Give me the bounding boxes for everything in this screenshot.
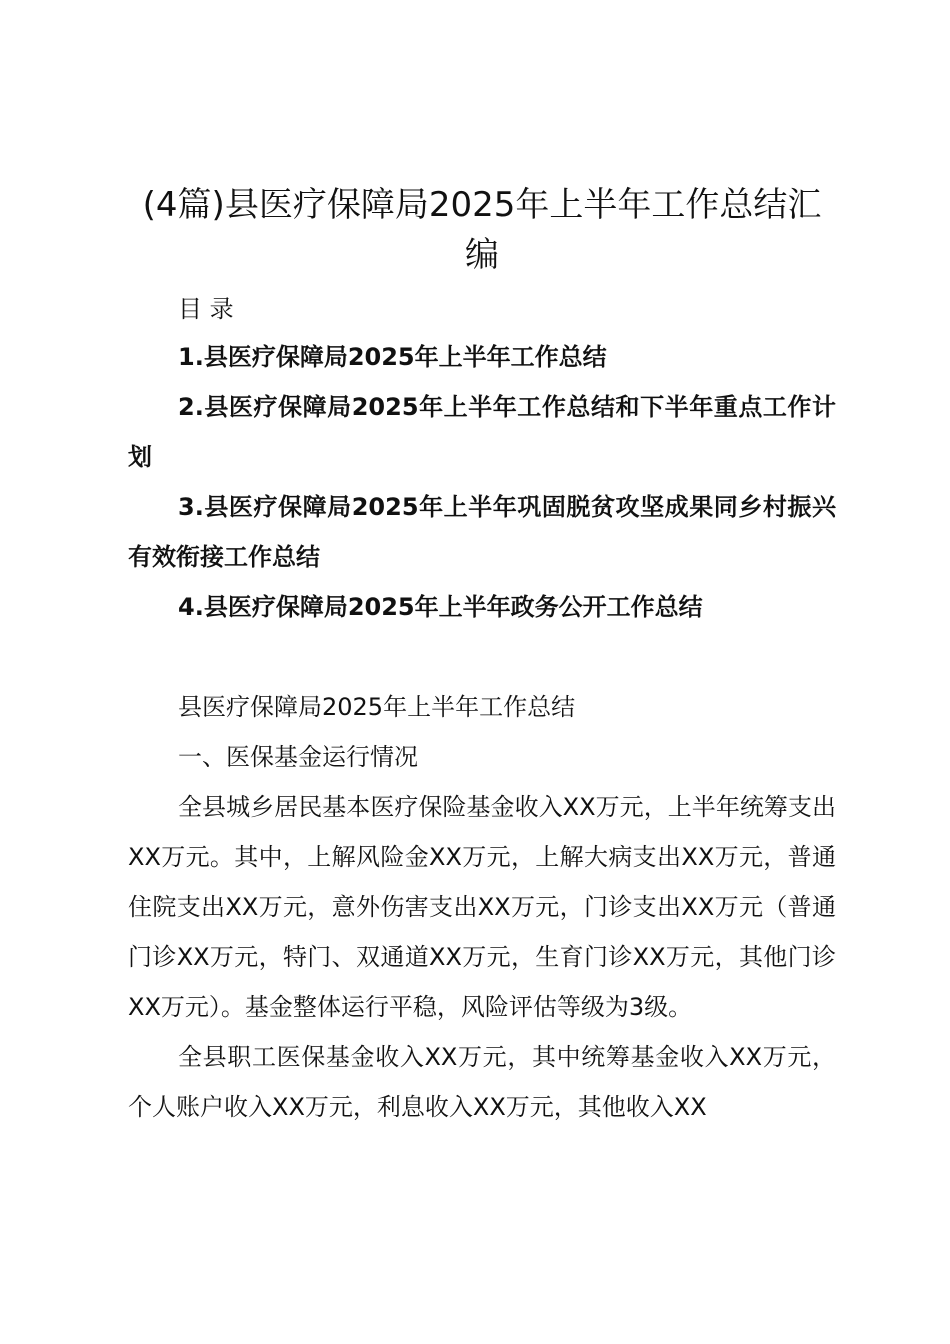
toc-item-3[interactable]: 3.县医疗保障局2025年上半年巩固脱贫攻坚成果同乡村振兴有效衔接工作总结	[128, 493, 836, 571]
subsection-title: 一、医保基金运行情况	[178, 743, 418, 771]
table-of-contents	[128, 332, 836, 632]
document-title: (4篇)县医疗保障局2025年上半年工作总结汇编	[142, 185, 822, 275]
toc-item-1[interactable]: 1.县医疗保障局2025年上半年工作总结	[178, 343, 607, 371]
body-paragraph-1: 全县城乡居民基本医疗保险基金收入XX万元，上半年统筹支出XX万元。其中，上解风险金XX万元，上解大病支出XX万元，普通住院支出XX万元，意外伤害支出XX万元，门诊支出XX万元（普通门诊XX万元，特门、双通道XX万元，生育门诊XX万元，其他门诊XX万元）。基金整体运行平稳，风险评估等级为3级。	[128, 793, 836, 1021]
toc-item-2[interactable]: 2.县医疗保障局2025年上半年工作总结和下半年重点工作计划	[128, 393, 836, 471]
toc-heading: 目 录	[178, 295, 234, 323]
document-content	[128, 180, 836, 1132]
section-title: 县医疗保障局2025年上半年工作总结	[178, 693, 576, 721]
body-paragraph-2: 全县职工医保基金收入XX万元，其中统筹基金收入XX万元，个人账户收入XX万元，利息收入XX万元，其他收入XX	[128, 1043, 836, 1121]
toc-item-4[interactable]: 4.县医疗保障局2025年上半年政务公开工作总结	[178, 593, 703, 621]
